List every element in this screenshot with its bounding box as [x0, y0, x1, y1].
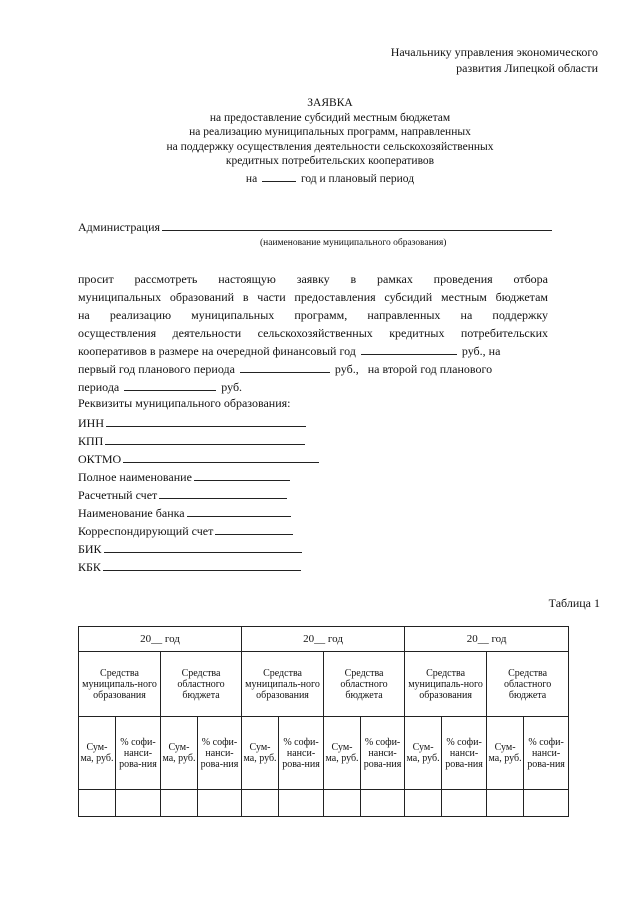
paragraph-line: периода руб. — [78, 380, 243, 394]
bank-name-blank[interactable] — [187, 504, 291, 517]
paragraph-line: муниципальных образований в части предоставления субсидий местным бюджетам — [78, 290, 548, 304]
inn-field: ИНН — [78, 414, 308, 431]
paragraph-line: на реализацию муниципальных программ, направленных на поддержку — [78, 308, 548, 322]
table-cell[interactable] — [161, 790, 198, 817]
cofinancing-header: % софи-нанси-рова-ния — [198, 717, 242, 790]
table-cell[interactable] — [279, 790, 324, 817]
full-name-field: Полное наименование — [78, 468, 292, 485]
admin-hint: (наименование муниципального образования) — [260, 238, 447, 248]
title-line: на реализацию муниципальных программ, направленных — [189, 126, 471, 138]
requisites-heading: Реквизиты муниципального образования: — [78, 396, 291, 410]
cofinancing-header: % софи-нанси-рова-ния — [524, 717, 569, 790]
inn-blank[interactable] — [106, 414, 306, 427]
table-row — [79, 790, 569, 817]
title-line: на поддержку осуществления деятельности сельскохозяйственных — [166, 140, 494, 153]
paragraph-line: осуществления деятельности сельскохозяйственных кредитных потребительских — [78, 326, 548, 340]
period-year-blank[interactable] — [262, 169, 296, 182]
title-heading: ЗАЯВКА — [307, 97, 353, 109]
regional-funds-header: Средства областного бюджета — [487, 652, 569, 717]
oktmo-blank[interactable] — [123, 450, 319, 463]
sum-header: Сум-ма, руб. — [487, 717, 524, 790]
title-period: на год и плановый период — [90, 169, 570, 187]
sum-header: Сум-ма, руб. — [242, 717, 279, 790]
table-cell[interactable] — [361, 790, 405, 817]
amount-current-year-blank[interactable] — [361, 342, 457, 355]
year-header: 20__ год — [405, 627, 569, 652]
kpp-blank[interactable] — [105, 432, 305, 445]
kbk-blank[interactable] — [103, 558, 301, 571]
municipal-funds-header: Средства муниципаль-ного образования — [405, 652, 487, 717]
year-header: 20__ год — [242, 627, 405, 652]
sum-header: Сум-ма, руб. — [324, 717, 361, 790]
table-cell[interactable] — [116, 790, 161, 817]
table-cell[interactable] — [524, 790, 569, 817]
account-field: Расчетный счет — [78, 486, 289, 503]
admin-name-blank[interactable] — [162, 218, 552, 231]
funding-table — [78, 626, 569, 817]
account-blank[interactable] — [159, 486, 287, 499]
table-cell[interactable] — [405, 790, 442, 817]
oktmo-field: ОКТМО — [78, 450, 321, 467]
paragraph-line: кооперативов в размере на очередной финансовый год руб., на — [78, 344, 501, 358]
table-cell[interactable] — [242, 790, 279, 817]
cofinancing-header: % софи-нанси-рова-ния — [442, 717, 487, 790]
recipient-line-2: развития Липецкой области — [456, 61, 598, 75]
table-caption: Таблица 1 — [548, 596, 600, 610]
table-cell[interactable] — [79, 790, 116, 817]
sum-header: Сум-ма, руб. — [161, 717, 198, 790]
municipal-funds-header: Средства муниципаль-ного образования — [242, 652, 324, 717]
paragraph-line: просит рассмотреть настоящую заявку в рамках проведения отбора — [78, 272, 548, 286]
kpp-field: КПП — [78, 432, 307, 449]
recipient-line-1: Начальнику управления экономического — [390, 45, 598, 59]
year-header: 20__ год — [79, 627, 242, 652]
bank-name-field: Наименование банка — [78, 504, 293, 521]
municipal-funds-header: Средства муниципаль-ного образования — [79, 652, 161, 717]
bik-field: БИК — [78, 540, 304, 557]
cofinancing-header: % софи-нанси-рова-ния — [116, 717, 161, 790]
admin-line — [78, 218, 554, 235]
paragraph-line: первый год планового периода руб., на второй год планового — [78, 362, 493, 376]
regional-funds-header: Средства областного бюджета — [161, 652, 242, 717]
full-name-blank[interactable] — [194, 468, 290, 481]
table-cell[interactable] — [487, 790, 524, 817]
kbk-field: КБК — [78, 558, 303, 575]
cofinancing-header: % софи-нанси-рова-ния — [279, 717, 324, 790]
corr-account-field: Корреспондирующий счет — [78, 522, 295, 539]
table-cell[interactable] — [198, 790, 242, 817]
amount-first-plan-year-blank[interactable] — [240, 360, 330, 373]
regional-funds-header: Средства областного бюджета — [324, 652, 405, 717]
corr-account-blank[interactable] — [215, 522, 293, 535]
sum-header: Сум-ма, руб. — [79, 717, 116, 790]
amount-second-plan-year-blank[interactable] — [124, 378, 216, 391]
bik-blank[interactable] — [104, 540, 302, 553]
title-line: на предоставление субсидий местным бюджетам — [209, 111, 451, 124]
table-cell[interactable] — [442, 790, 487, 817]
admin-label: Администрация — [78, 220, 161, 234]
cofinancing-header: % софи-нанси-рова-ния — [361, 717, 405, 790]
table-cell[interactable] — [324, 790, 361, 817]
request-paragraph — [78, 270, 548, 396]
document-title — [90, 96, 570, 186]
recipient-block — [391, 44, 598, 76]
sum-header: Сум-ма, руб. — [405, 717, 442, 790]
title-line: кредитных потребительских кооперативов — [225, 155, 435, 167]
